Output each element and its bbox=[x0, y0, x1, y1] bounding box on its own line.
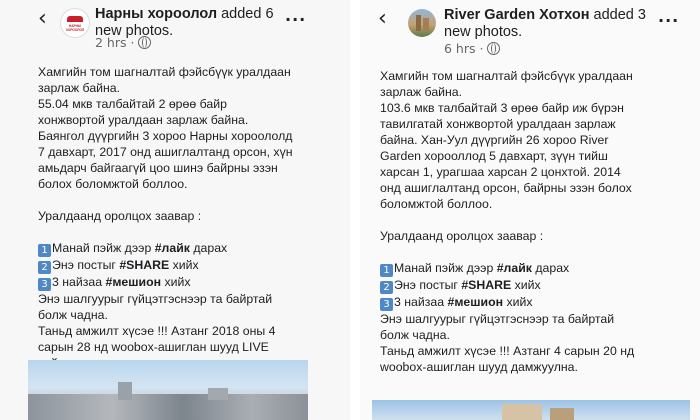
right-post-header bbox=[360, 0, 700, 56]
body-line: 7 давхарт, 2017 онд ашиглалтанд орсон, хүн bbox=[38, 145, 293, 159]
step-text: Манай пэйж дээр bbox=[52, 241, 155, 255]
tail-line: Таньд амжилт хүсэе !!! Азтанг 2018 оны 4 bbox=[38, 324, 276, 338]
step-3 bbox=[380, 294, 695, 311]
body-line: Баянгол дүүргийн 3 хороо Нарны хороололд bbox=[38, 129, 293, 143]
step-text: дарах bbox=[531, 261, 570, 275]
body-line: зарлаж байна. bbox=[380, 85, 463, 99]
keycap-1-icon: 1 bbox=[380, 264, 393, 277]
building bbox=[550, 408, 574, 420]
left-post-header bbox=[0, 0, 350, 56]
tower-building bbox=[416, 15, 421, 31]
body-line: болох боломжтой боллоо. bbox=[38, 177, 188, 191]
step-text: Энэ постыг bbox=[394, 278, 462, 292]
tail-line: болж чадна. bbox=[38, 308, 108, 322]
body-line: амьдарч байгаагүй цоо шинэ байрны эзэн bbox=[38, 161, 278, 175]
sun-logo-icon bbox=[67, 16, 83, 22]
step-text: 3 найзаа bbox=[52, 275, 106, 289]
post-action: added 6 new photos. bbox=[95, 6, 274, 39]
building bbox=[118, 382, 132, 400]
step-text: дарах bbox=[189, 241, 228, 255]
post-action: new photos. bbox=[444, 24, 523, 40]
body-line: тавилгатай хонжвортой уралдаан зарлаж bbox=[380, 117, 616, 131]
step-3 bbox=[38, 274, 338, 291]
hashtag[interactable]: #SHARE bbox=[461, 278, 512, 292]
body-line: байна. Хан-Уул дүүргийн 26 хороо River bbox=[380, 133, 609, 147]
tower-building bbox=[423, 18, 429, 31]
author-name[interactable]: River Garden Хотхон bbox=[444, 7, 590, 23]
tail-line: Таньд амжилт хүсэе !!! Азтанг 4 сарын 20 нд bbox=[380, 344, 635, 358]
tail-line: болж чадна. bbox=[380, 328, 450, 342]
avatar-logo-text: НАРНЫ ХОРООЛОЛ bbox=[65, 24, 85, 32]
post-photo[interactable] bbox=[28, 360, 308, 420]
author-name[interactable]: Нарны хороолол bbox=[95, 6, 218, 22]
hashtag[interactable]: #лайк bbox=[154, 241, 190, 255]
post-author-line bbox=[444, 7, 684, 41]
step-1 bbox=[380, 260, 695, 277]
hashtag[interactable]: #мешион bbox=[105, 275, 162, 289]
post-meta bbox=[444, 41, 500, 56]
step-text: хийх bbox=[503, 295, 533, 309]
tail-line: Энэ шалгуурыг гүйцэтгэснээр та байртай bbox=[380, 312, 615, 326]
building bbox=[502, 404, 542, 420]
globe-icon bbox=[138, 36, 151, 49]
keycap-2-icon: 2 bbox=[380, 281, 393, 294]
building bbox=[208, 388, 228, 400]
body-line: онд ашиглалтанд орсон, байрны эзэн болох bbox=[380, 181, 632, 195]
step-1 bbox=[38, 240, 338, 257]
keycap-1-icon: 1 bbox=[38, 244, 51, 257]
body-line: хонжвортой уралдаан зарлаж байна. bbox=[38, 113, 249, 127]
globe-icon bbox=[487, 42, 500, 55]
post-action: added 3 bbox=[589, 7, 646, 23]
body-line: Хамгийн том шагналтай фэйсбүүк уралдаан bbox=[380, 69, 633, 83]
hashtag[interactable]: #SHARE bbox=[119, 258, 170, 272]
left-post-text bbox=[38, 64, 338, 371]
step-2 bbox=[38, 257, 338, 274]
keycap-2-icon: 2 bbox=[38, 261, 51, 274]
body-line: зарлаж байна. bbox=[38, 81, 121, 95]
back-arrow-icon[interactable]: ‹ bbox=[378, 6, 387, 31]
howto-title: Уралдаанд оролцох заавар : bbox=[38, 209, 202, 223]
page-avatar[interactable] bbox=[408, 9, 436, 37]
keycap-3-icon: 3 bbox=[380, 298, 393, 311]
keycap-3-icon: 3 bbox=[38, 278, 51, 291]
step-text: Энэ постыг bbox=[52, 258, 120, 272]
step-text: 3 найзаа bbox=[394, 295, 448, 309]
step-text: Манай пэйж дээр bbox=[394, 261, 497, 275]
body-line: 55.04 мкв талбайтай 2 өрөө байр bbox=[38, 97, 227, 111]
body-line: Garden хорооллод 5 давхарт, зүүн тийш bbox=[380, 149, 608, 163]
post-time[interactable]: 2 hrs · bbox=[95, 35, 135, 50]
tail-line: woobox-ашиглан шууд дамжуулна. bbox=[380, 360, 578, 374]
post-photo[interactable] bbox=[372, 400, 690, 420]
more-options-icon[interactable]: ··· bbox=[285, 10, 307, 29]
howto-title: Уралдаанд оролцох заавар : bbox=[380, 229, 544, 243]
body-line: харсан 1, урагшаа харсан 2 цонхтой. 2014 bbox=[380, 165, 621, 179]
post-time[interactable]: 6 hrs · bbox=[444, 41, 484, 56]
right-post-text bbox=[380, 68, 695, 375]
step-text: хийх bbox=[511, 278, 541, 292]
right-post bbox=[360, 0, 700, 420]
body-line: 103.6 мкв талбайтай 3 өрөө байр иж бүрэн bbox=[380, 101, 624, 115]
step-2 bbox=[380, 277, 695, 294]
tail-line: Энэ шалгуурыг гүйцэтгэснээр та байртай bbox=[38, 292, 273, 306]
back-arrow-icon[interactable]: ‹ bbox=[38, 6, 47, 31]
tail-line: сарын 28 нд woobox-ашиглан шууд LIVE bbox=[38, 340, 269, 354]
more-options-icon[interactable]: ··· bbox=[658, 11, 680, 30]
hashtag[interactable]: #мешион bbox=[447, 295, 504, 309]
page-avatar[interactable] bbox=[60, 8, 90, 38]
city-skyline bbox=[28, 394, 308, 420]
hashtag[interactable]: #лайк bbox=[496, 261, 532, 275]
post-meta bbox=[95, 35, 151, 50]
step-text: хийх bbox=[161, 275, 191, 289]
body-line: Хамгийн том шагналтай фэйсбүүк уралдаан bbox=[38, 65, 291, 79]
step-text: хийх bbox=[169, 258, 199, 272]
body-line: боломжтой боллоо. bbox=[380, 197, 493, 211]
